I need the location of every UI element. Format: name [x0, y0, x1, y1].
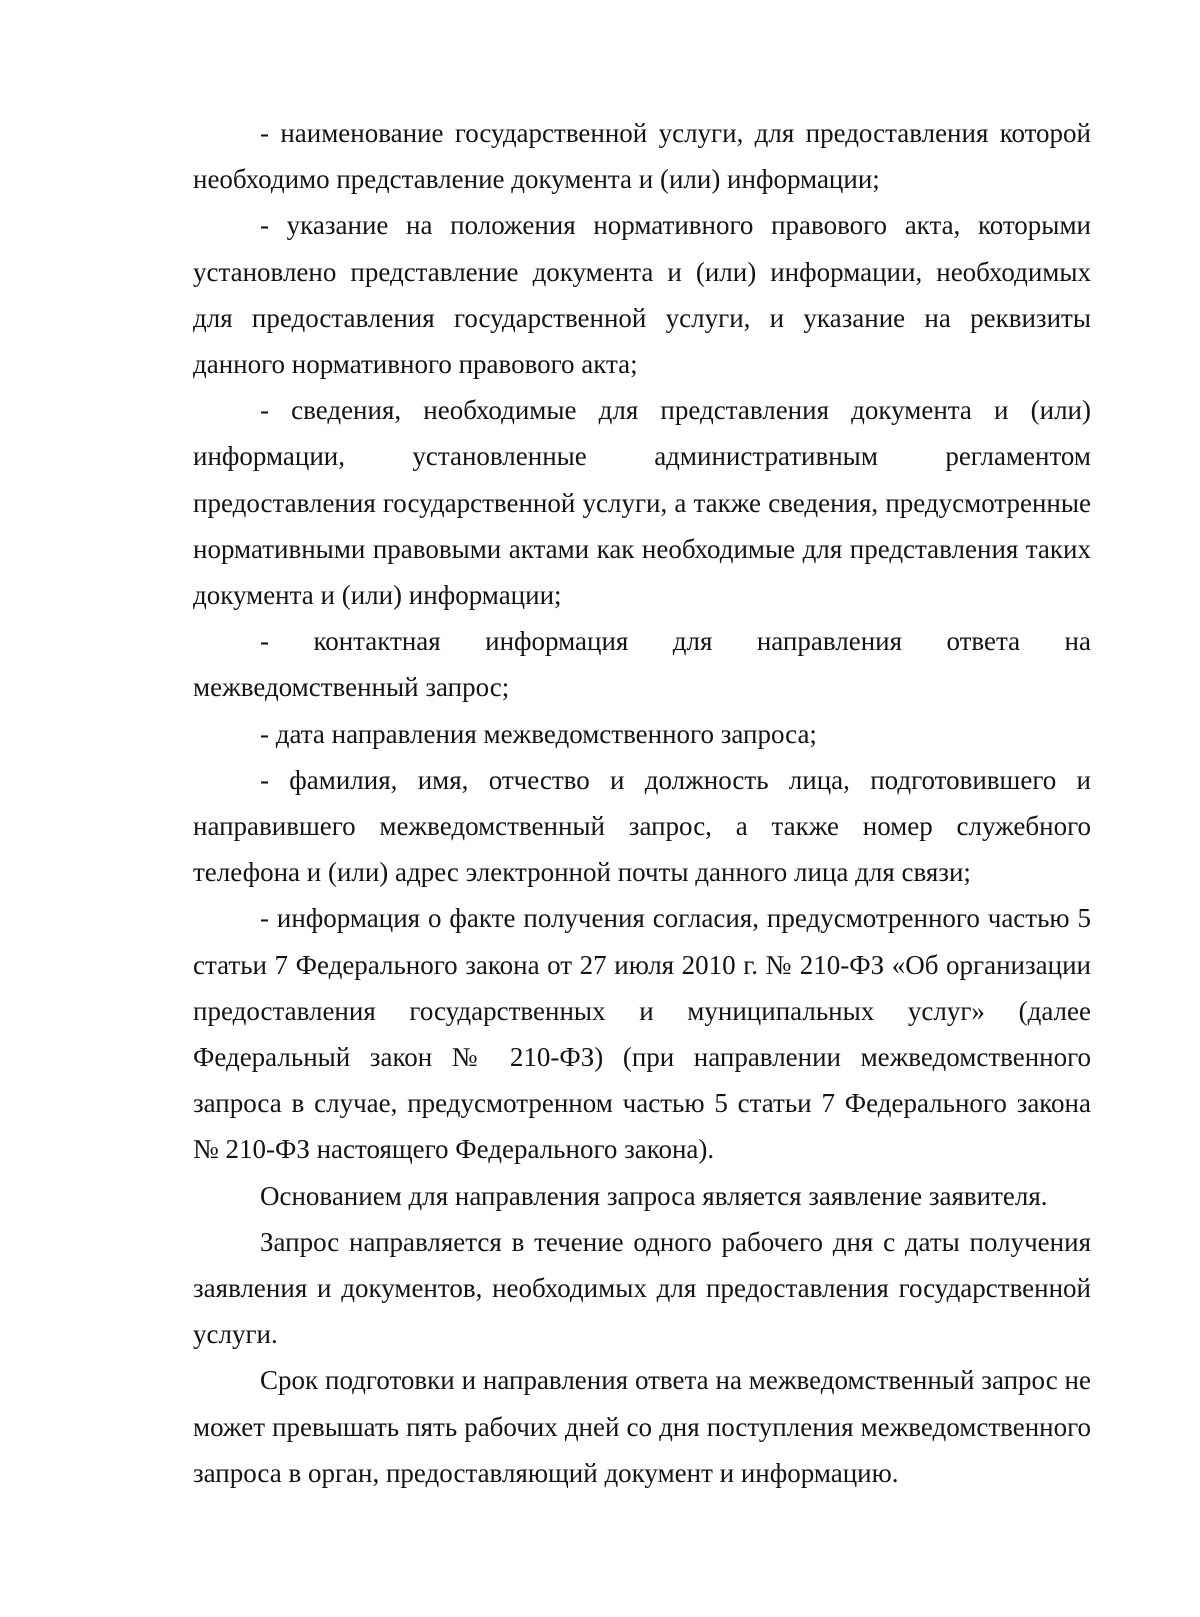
paragraph-consent-information: - информация о факте получения согласия, предусмотренного частью 5 статьи 7 Федерального закона от 27 июля 2010 г. № 210-ФЗ «Об организации предоставления государственных и муниципальных услуг» (далее Федеральный закон № 210-ФЗ) (при направлении межведомственного запроса в случае, предусмотренном частью 5 статьи 7 Федерального закона № 210-ФЗ настоящего Федерального закона). — [193, 903, 1091, 1165]
paragraph-legal-act-reference: - указание на положения нормативного правового акта, которыми установлено представление документа и (или) информации, необходимых для предоставления государственной услуги, и указание на реквизиты данного нормативного правового акта; — [193, 210, 1091, 380]
paragraph-request-date: - дата направления межведомственного запроса; — [260, 718, 817, 749]
paragraph-response-deadline: Срок подготовки и направления ответа на межведомственный запрос не может превышать пять рабочих дней со дня поступления межведомственного запроса в орган, предоставляющий документ и информацию. — [193, 1365, 1091, 1488]
paragraph-contact-information: - контактная информация для направления ответа на межведомственный запрос; — [193, 626, 1091, 703]
paragraph-required-information: - сведения, необходимые для представления документа и (или) информации, установленные административным регламентом предоставления государственной услуги, а также сведения, предусмотренные нормативными правовыми актами как необходимые для представления таких документа и (или) информации; — [193, 395, 1091, 611]
paragraph-responsible-person: - фамилия, имя, отчество и должность лица, подготовившего и направившего межведомственный запрос, а также номер служебного телефона и (или) адрес электронной почты данного лица для связи; — [193, 764, 1091, 888]
paragraph-request-deadline: Запрос направляется в течение одного рабочего дня с даты получения заявления и документов, необходимых для предоставления государственной услуги. — [193, 1226, 1091, 1350]
document-body — [193, 110, 1091, 1496]
paragraph-request-basis: Основанием для направления запроса является заявление заявителя. — [260, 1180, 1048, 1211]
paragraph-service-name: - наименование государственной услуги, для предоставления которой необходимо представление документа и (или) информации; — [193, 118, 1091, 195]
